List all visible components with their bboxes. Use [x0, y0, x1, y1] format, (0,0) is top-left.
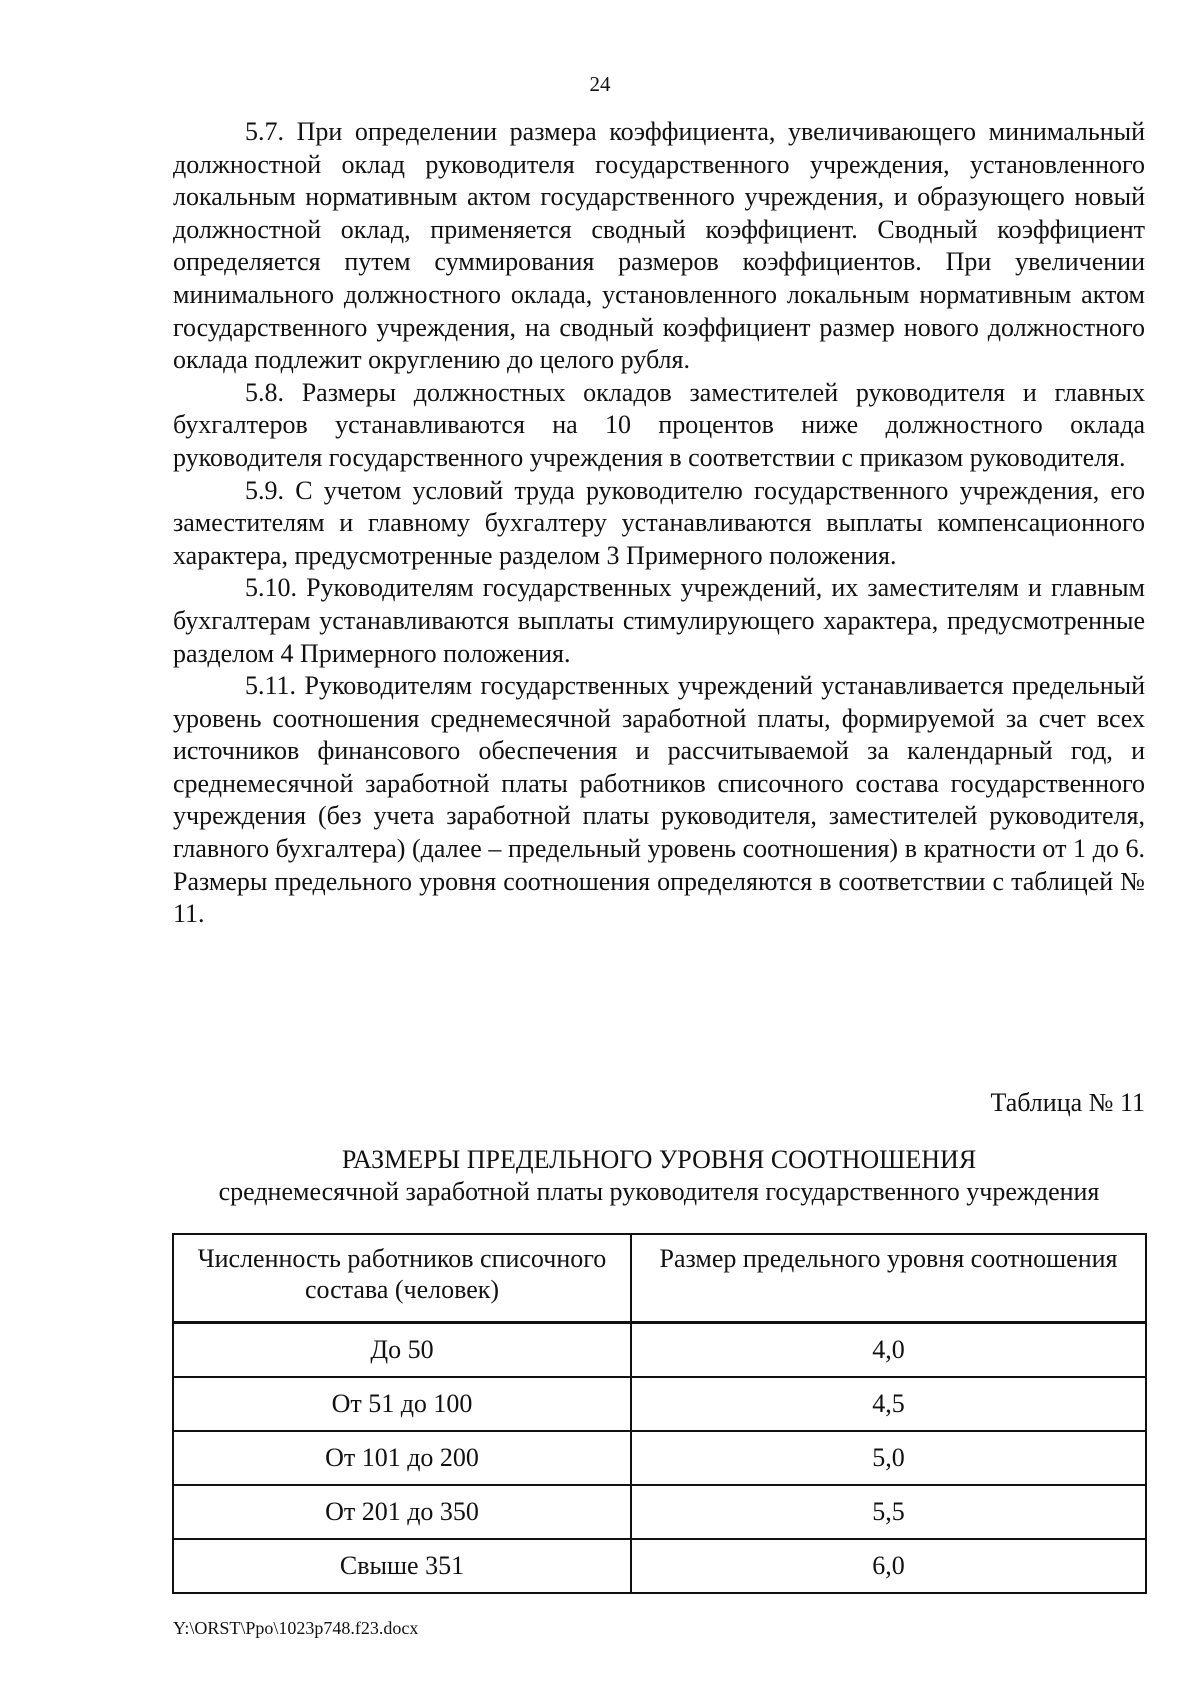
ratio-cell: 4,0 — [631, 1323, 1146, 1378]
ratio-table — [172, 1233, 1147, 1594]
body-text — [173, 116, 1145, 931]
ratio-cell: 6,0 — [631, 1539, 1146, 1593]
file-path: Y:\ORST\Ppo\1023p748.f23.docx — [173, 1618, 419, 1638]
paragraph-5-9: 5.9. С учетом условий труда руководителю государственного учреждения, его заместителям и главному бухгалтеру устанавливаются выплаты компенсационного характера, предусмотренные разделом 3 Примерного положения. — [173, 475, 1145, 570]
employee-count-cell: От 201 до 350 — [173, 1485, 631, 1539]
paragraph-5-11: 5.11. Руководителям государственных учреждений устанавливается предельный уровень соотношения среднемесячной заработной платы, формируемой за счет всех источников финансового обеспечения и рассчитываемой за календарный год, и среднемесячной заработной платы работников списочного состава государственного учреждения (без учета заработной платы руководителя, заместителей руководителя, главного бухгалтера) (далее – предельный уровень соотношения) в кратности от 1 до 6. Размеры предельного уровня соотношения определяются в соответствии с таблицей № 11. — [173, 671, 1145, 929]
table-row — [173, 1431, 1146, 1485]
ratio-cell: 5,5 — [631, 1485, 1146, 1539]
ratio-cell: 4,5 — [631, 1377, 1146, 1431]
paragraph-5-8: 5.8. Размеры должностных окладов заместителей руководителя и главных бухгалтеров устанавливаются на 10 процентов ниже должностного оклада руководителя государственного учреждения в соответствии с приказом руководителя. — [173, 377, 1145, 472]
ratio-cell: 5,0 — [631, 1431, 1146, 1485]
table-row — [173, 1485, 1146, 1539]
table-title: РАЗМЕРЫ ПРЕДЕЛЬНОГО УРОВНЯ СООТНОШЕНИЯ — [341, 1145, 977, 1174]
table-row — [173, 1377, 1146, 1431]
table-label: Таблица № 11 — [990, 1088, 1145, 1117]
header-employee-count: Численность работников списочного состава (человек) — [173, 1234, 631, 1323]
paragraph-5-7: 5.7. При определении размера коэффициента, увеличивающего минимальный должностной оклад руководителя государственного учреждения, установленного локальным нормативным актом государственного учреждения, и образующего новый должностной оклад, применяется сводный коэффициент. Сводный коэффициент определяется путем суммирования размеров коэффициентов. При увеличении минимального должностного оклада, установленного локальным нормативным актом государственного учреждения, на сводный коэффициент размер нового должностного оклада подлежит округлению до целого рубля. — [173, 117, 1145, 375]
table-row — [173, 1539, 1146, 1593]
paragraph-5-10: 5.10. Руководителям государственных учреждений, их заместителям и главным бухгалтерам устанавливаются выплаты стимулирующего характера, предусмотренные разделом 4 Примерного положения. — [173, 573, 1145, 668]
employee-count-cell: Свыше 351 — [173, 1539, 631, 1593]
table-heading — [173, 1144, 1145, 1208]
table-row — [173, 1323, 1146, 1378]
page-number: 24 — [589, 72, 611, 96]
employee-count-cell: От 51 до 100 — [173, 1377, 631, 1431]
header-ratio-level: Размер предельного уровня соотношения — [631, 1234, 1146, 1323]
employee-count-cell: От 101 до 200 — [173, 1431, 631, 1485]
employee-count-cell: До 50 — [173, 1323, 631, 1378]
table-subtitle: среднемесячной заработной платы руководителя государственного учреждения — [218, 1177, 1100, 1206]
table-header-row — [173, 1234, 1146, 1323]
